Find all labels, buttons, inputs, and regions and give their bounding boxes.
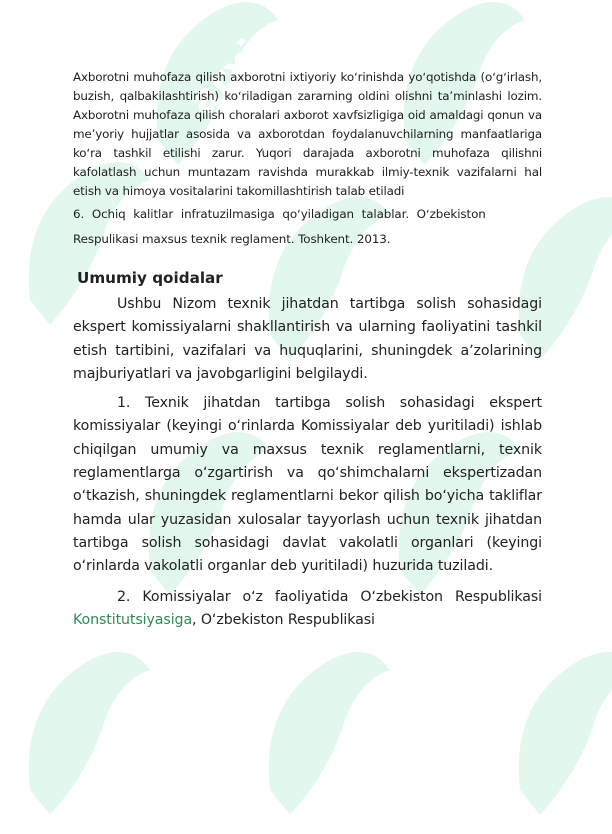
intro-paragraph: Axborotni muhofaza qilish axborotni ixtiyoriy koʻrinishda yoʻqotishda (oʻgʻirlash, buzish, qalbakilashtirish) koʻriladigan zararning oldini olishni taʼminlashi lozim. Axborotni muhofaza qilish choralari axborot xavfsizligiga oid amaldagi qonun va meʼyoriy hujjatlar asosida va axborotdan foydalanuvchilarning manfaatlariga koʻra tashkil etilishi zarur. Yuqori darajada axborotni muhofaza qilishni kafolatlash uchun muntazam ravishda murakkab ilmiy-texnik vazifalarni hal etish va himoya vositalarini takomillashtirish talab etiladi bbox=[73, 70, 542, 198]
paragraph-2-text-before: 2. Komissiyalar oʻz faoliyatida Oʻzbekiston Respublikasi bbox=[117, 588, 542, 605]
section-heading: Umumiy qoidalar bbox=[77, 269, 223, 287]
reference-line-2: Respulikasi maxsus texnik reglament. Toshkent. 2013. bbox=[73, 232, 391, 246]
reference-line-1: 6. Ochiq kalitlar infratuzilmasiga qoʻyiladigan talablar. Oʻzbekiston bbox=[73, 207, 486, 221]
watermark-icon bbox=[500, 640, 612, 830]
paragraph-2 bbox=[73, 586, 542, 633]
svg-text:arxiv: arxiv bbox=[179, 12, 288, 125]
watermark-icon bbox=[250, 640, 400, 830]
paragraph-2-text-after: , Oʻzbekiston Respublikasi bbox=[192, 611, 375, 628]
paragraph-1: 1. Texnik jihatdan tartibga solish sohasidagi ekspert komissiyalar (keyingi oʻrinlarda Komissiyalar deb yuritiladi) ishlab chiqilgan umumiy va maxsus texnik reglamentlarni, texnik reglamentlarga oʻzgartirish va qoʻshimchalarni ekspertizadan oʻtkazish, shuningdek reglamentlarni bekor qilish boʻyicha takliflar hamda ular yuzasidan xulosalar tayyorlash uchun texnik jihatdan tartibga solish sohasidagi davlat vakolatli organlari (keyingi oʻrinlarda vakolatli organlar deb yuritiladi) huzurida tuziladi. bbox=[73, 395, 542, 575]
document-page bbox=[73, 68, 542, 632]
constitution-link[interactable]: Konstitutsiyasiga bbox=[73, 611, 193, 628]
watermark-icon bbox=[10, 640, 160, 830]
paragraph-intro: Ushbu Nizom texnik jihatdan tartibga solish sohasidagi ekspert komissiyalarni shakllantirish va ularning faoliyatini tashkil etish tartibini, vazifalari va huquqlarini, shuningdek aʼzolarining majburiyatlari va javobgarligini belgilaydi. bbox=[73, 296, 542, 382]
